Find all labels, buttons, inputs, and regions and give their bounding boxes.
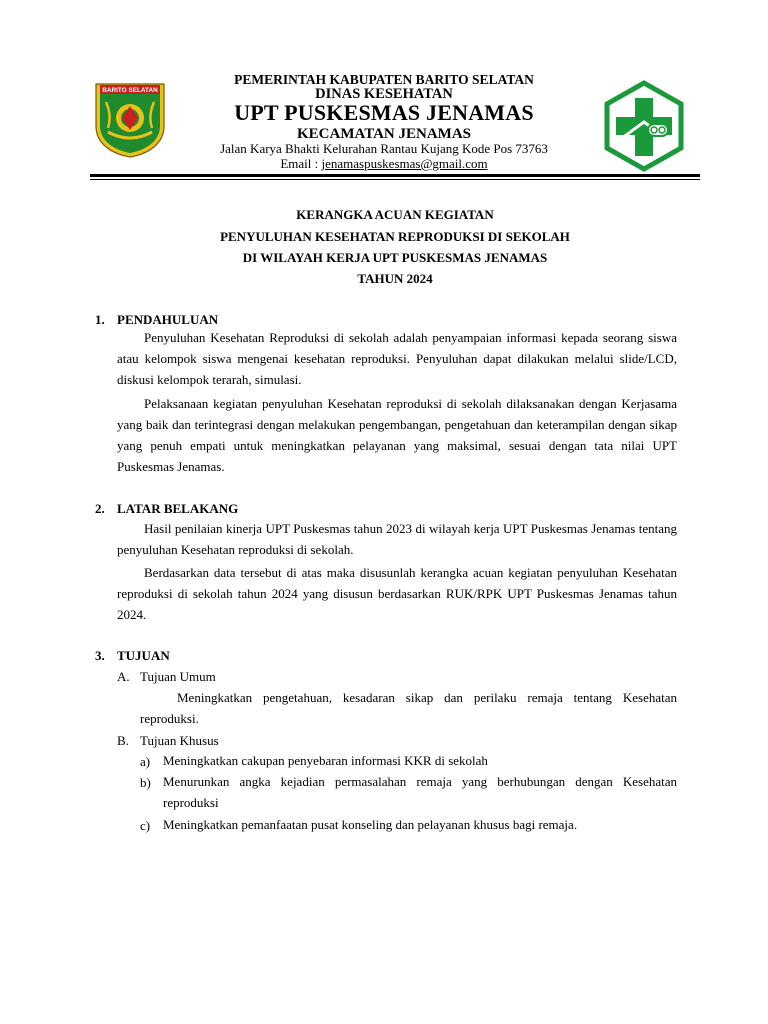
list-item-text: Meningkatkan cakupan penyebaran informasi KKR di sekolah xyxy=(163,753,488,768)
doc-title-line4: TAHUN 2024 xyxy=(357,271,433,286)
subsection-b-title: Tujuan Khusus xyxy=(140,733,219,748)
subsection-a-title: Tujuan Umum xyxy=(140,669,216,684)
list-item-letter: b) xyxy=(140,775,151,790)
header-address: Jalan Karya Bhakti Kelurahan Rantau Kujang Kode Pos 73763 xyxy=(220,141,548,156)
subsection-b-letter: B. xyxy=(117,733,129,748)
section-3-heading: TUJUAN xyxy=(117,648,170,663)
section-2-paragraph-1: Hasil penilaian kinerja UPT Puskesmas tahun 2023 di wilayah kerja UPT Puskesmas Jenamas tentang penyuluhan Kesehatan reproduksi di sekolah. xyxy=(117,521,677,557)
section-1-paragraph-2: Pelaksanaan kegiatan penyuluhan Kesehatan reproduksi di sekolah dilaksanakan dengan Kerjasama yang baik dan terintegrasi dengan melakukan pengembangan, pengetahuan dan keterampilan dengan sikap yang penuh empati untuk meningkatkan pelayanan yang maksimal, sesuai dengan tata nilai UPT Puskesmas Jenamas. xyxy=(117,396,677,474)
list-item-text: Menurunkan angka kejadian permasalahan remaja yang berhubungan dengan Kesehatan reproduksi xyxy=(163,774,677,810)
doc-title-line1: KERANGKA ACUAN KEGIATAN xyxy=(296,207,494,222)
doc-title-line2: PENYULUHAN KESEHATAN REPRODUKSI DI SEKOLAH xyxy=(220,229,570,244)
header-department: DINAS KESEHATAN xyxy=(315,86,453,102)
section-2-number: 2. xyxy=(95,501,105,516)
subsection-a-text: Meningkatkan pengetahuan, kesadaran sikap dan perilaku remaja tentang Kesehatan reproduksi. xyxy=(140,690,677,726)
header-email-line xyxy=(170,157,598,170)
barito-selatan-shield-icon xyxy=(92,82,168,158)
section-1-paragraph-1: Penyuluhan Kesehatan Reproduksi di sekolah adalah penyampaian informasi kepada seorang siswa atau kelompok siswa mengenai kesehatan reproduksi. Penyuluhan dapat dilakukan melalui slide/LCD, diskusi kelompok terarah, simulasi. xyxy=(117,330,677,387)
header-institution: UPT PUSKESMAS JENAMAS xyxy=(234,100,534,125)
svg-text:BARITO SELATAN: BARITO SELATAN xyxy=(102,87,158,94)
section-3-number: 3. xyxy=(95,648,105,663)
section-1-heading: PENDAHULUAN xyxy=(117,312,219,327)
puskesmas-logo xyxy=(598,80,690,172)
header-government: PEMERINTAH KABUPATEN BARITO SELATAN xyxy=(234,72,534,87)
puskesmas-cross-icon xyxy=(598,80,690,172)
doc-title-line3: DI WILAYAH KERJA UPT PUSKESMAS JENAMAS xyxy=(242,250,548,265)
subsection-a-letter: A. xyxy=(117,669,130,684)
header-rule-thin xyxy=(90,179,700,180)
list-item-letter: a) xyxy=(140,754,151,769)
section-1-number: 1. xyxy=(95,312,105,327)
barito-selatan-logo xyxy=(92,82,168,158)
email-link[interactable]: jenamaspuskesmas@gmail.com xyxy=(321,156,488,171)
section-2-paragraph-2: Berdasarkan data tersebut di atas maka disusunlah kerangka acuan kegiatan penyuluhan Kesehatan reproduksi di sekolah tahun 2024 yang disusun berdasarkan RUK/RPK UPT Puskesmas Jenamas tahun 2024. xyxy=(117,565,677,622)
header-district: KECAMATAN JENAMAS xyxy=(296,126,472,142)
section-2-heading: LATAR BELAKANG xyxy=(117,501,239,516)
email-label: Email : xyxy=(280,156,322,171)
header-rule-thick xyxy=(90,174,700,177)
list-item-letter: c) xyxy=(140,818,151,833)
list-item-text: Meningkatkan pemanfaatan pusat konseling dan pelayanan khusus bagi remaja. xyxy=(163,817,578,832)
